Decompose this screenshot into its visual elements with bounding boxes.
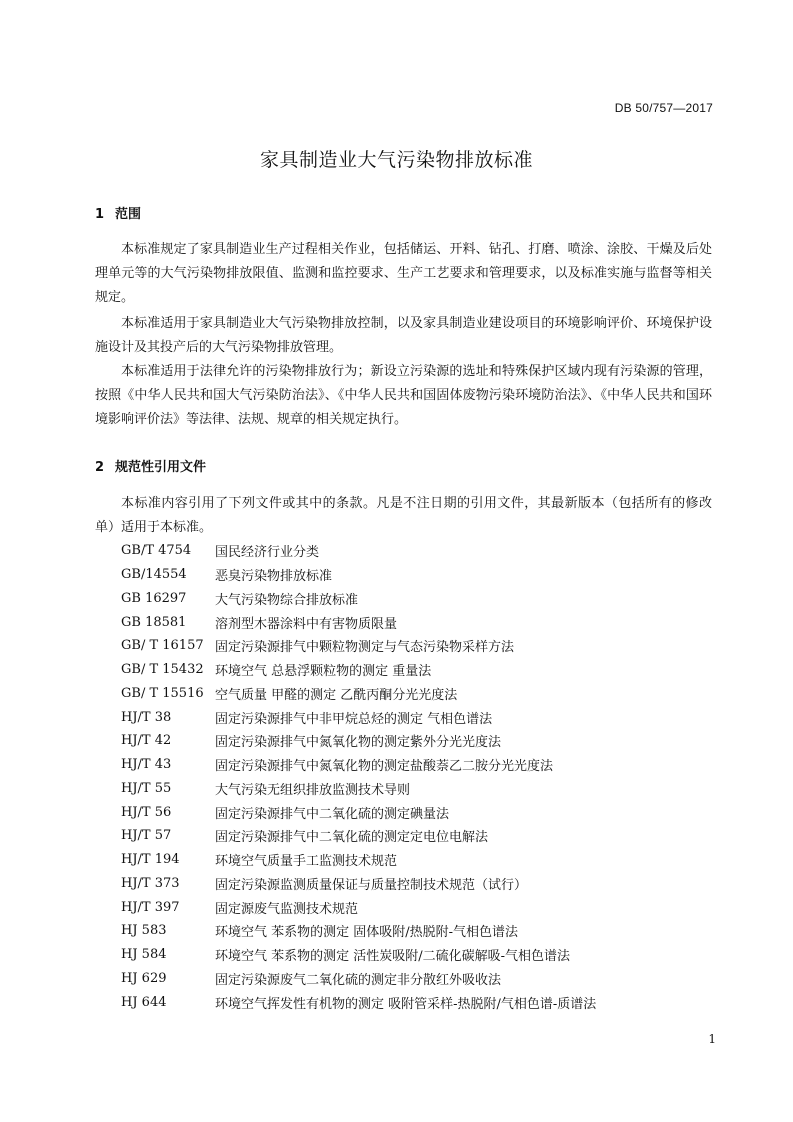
reference-title: 固定污染源废气二氧化硫的测定非分散红外吸收法 [215,972,502,988]
reference-item [121,990,596,1014]
reference-item [121,824,596,848]
reference-title: 空气质量 甲醛的测定 乙酰丙酮分光光度法 [215,687,458,703]
reference-title: 固定污染源排气中氮氧化物的测定盐酸萘乙二胺分光光度法 [215,759,554,775]
reference-item [121,729,596,753]
reference-code: HJ/T 38 [121,709,172,725]
reference-title: 固定污染源监测质量保证与质量控制技术规范（试行） [215,877,528,893]
reference-code: HJ/T 57 [121,828,172,844]
reference-item [121,967,596,991]
document-title: 家具制造业大气污染物排放标准 [259,149,533,171]
reference-code: HJ/T 55 [121,780,172,796]
section-title: 规范性引用文件 [115,460,207,475]
reference-item [121,563,596,587]
reference-title: 大气污染物综合排放标准 [215,592,359,608]
reference-item [121,943,596,967]
reference-item [121,872,596,896]
reference-code: HJ 583 [121,923,167,939]
reference-code: GB/ T 15516 [121,685,204,701]
reference-title: 固定污染源排气中氮氧化物的测定紫外分光光度法 [215,735,502,751]
reference-code: HJ/T 42 [121,733,172,749]
reference-code: HJ/T 56 [121,804,172,820]
document-code: DB 50/757—2017 [614,101,713,115]
reference-title: 固定污染源排气中颗粒物测定与气态污染物采样方法 [215,640,515,656]
reference-item [121,587,596,611]
section-title: 范围 [115,207,142,222]
reference-item [121,705,596,729]
reference-item [121,658,596,682]
reference-list [121,539,596,1014]
reference-code: HJ 629 [121,970,167,986]
reference-title: 固定污染源排气中二氧化硫的测定定电位电解法 [215,830,489,846]
reference-title: 国民经济行业分类 [215,545,320,561]
reference-title: 环境空气挥发性有机物的测定 吸附管采样-热脱附/气相色谱-质谱法 [215,996,597,1012]
reference-title: 环境空气 苯系物的测定 活性炭吸附/二硫化碳解吸-气相色谱法 [215,949,571,965]
reference-title: 环境空气 苯系物的测定 固体吸附/热脱附-气相色谱法 [215,925,519,941]
reference-item [121,634,596,658]
scope-paragraph-3: 本标准适用于法律允许的污染物排放行为；新设立污染源的选址和特殊保护区域内现有污染源的管理，按照《中华人民共和国大气污染防治法》、《中华人民共和国固体废物污染环境防治法》、《中华人民共和国环境影响评价法》等法律、法规、规章的相关规定执行。 [95,364,712,427]
scope-paragraph-2: 本标准适用于家具制造业大气污染物排放控制，以及家具制造业建设项目的环境影响评价、环境保护设施设计及其投产后的大气污染物排放管理。 [95,316,712,355]
reference-code: GB/T 4754 [121,543,192,559]
reference-code: HJ 644 [121,994,167,1010]
reference-code: HJ/T 397 [121,899,180,915]
reference-title: 固定源废气监测技术规范 [215,901,359,917]
reference-title: 大气污染无组织排放监测技术导则 [215,782,411,798]
reference-item [121,848,596,872]
section-number: 1 [95,207,105,222]
page-number: 1 [708,1032,716,1046]
scope-paragraph-1: 本标准规定了家具制造业生产过程相关作业，包括储运、开料、钻孔、打磨、喷涂、涂胶、干燥及后处理单元等的大气污染物排放限值、监测和监控要求、生产工艺要求和管理要求，以及标准实施与监督等相关规定。 [95,242,712,305]
reference-title: 固定污染源排气中非甲烷总烃的测定 气相色谱法 [215,711,493,727]
section-heading-scope [95,203,141,222]
reference-title: 环境空气质量手工监测技术规范 [215,854,398,870]
reference-title: 溶剂型木器涂料中有害物质限量 [215,616,398,632]
reference-code: GB/ T 15432 [121,662,204,678]
reference-code: GB/ T 16157 [121,638,204,654]
reference-item [121,800,596,824]
section-heading-normative-references [95,456,206,475]
reference-title: 环境空气 总悬浮颗粒物的测定 重量法 [215,664,432,680]
reference-item [121,539,596,563]
reference-item [121,777,596,801]
reference-title: 恶臭污染物排放标准 [215,569,333,585]
reference-item [121,895,596,919]
reference-item [121,610,596,634]
reference-code: GB 16297 [121,590,187,606]
reference-code: HJ/T 373 [121,875,180,891]
section-number: 2 [95,460,105,475]
reference-item [121,682,596,706]
reference-title: 固定污染源排气中二氧化硫的测定碘量法 [215,806,450,822]
reference-code: HJ 584 [121,947,167,963]
reference-code: HJ/T 43 [121,757,172,773]
references-intro-paragraph: 本标准内容引用了下列文件或其中的条款。凡是不注日期的引用文件，其最新版本（包括所有的修改单）适用于本标准。 [95,496,712,535]
reference-code: HJ/T 194 [121,852,180,868]
reference-item [121,919,596,943]
reference-code: GB 18581 [121,614,187,630]
reference-code: GB/14554 [121,567,187,583]
reference-item [121,753,596,777]
